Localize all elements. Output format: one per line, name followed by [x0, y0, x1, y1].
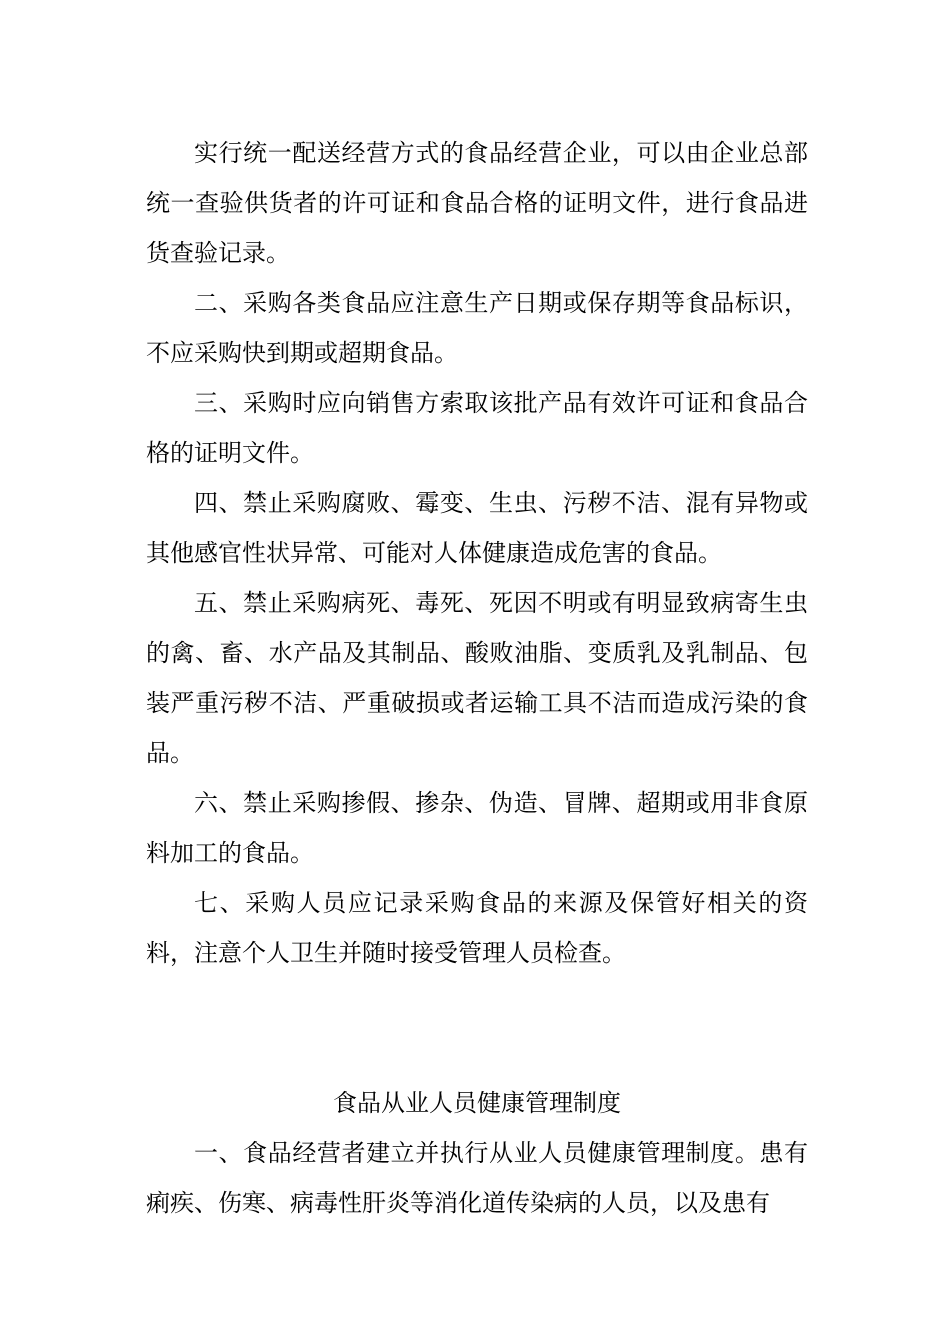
paragraph-rule-4: 四、禁止采购腐败、霉变、生虫、污秽不洁、混有异物或其他感官性状异常、可能对人体健康造成危害的食品。 — [146, 489, 808, 567]
paragraph-rule-7: 七、采购人员应记录采购食品的来源及保管好相关的资料，注意个人卫生并随时接受管理人员检查。 — [146, 889, 808, 967]
document-body — [146, 128, 808, 1228]
section-title: 食品从业人员健康管理制度 — [333, 1089, 621, 1117]
paragraph-rule-6: 六、禁止采购掺假、掺杂、伪造、冒牌、超期或用非食原料加工的食品。 — [146, 789, 808, 867]
section-spacer — [146, 978, 808, 1078]
paragraph-rule-2: 二、采购各类食品应注意生产日期或保存期等食品标识，不应采购快到期或超期食品。 — [146, 289, 808, 367]
paragraph-rule-3: 三、采购时应向销售方索取该批产品有效许可证和食品合格的证明文件。 — [146, 389, 808, 467]
paragraph-unified-delivery: 实行统一配送经营方式的食品经营企业，可以由企业总部统一查验供货者的许可证和食品合格的证明文件，进行食品进货查验记录。 — [146, 139, 808, 267]
paragraph-rule-5: 五、禁止采购病死、毒死、死因不明或有明显致病寄生虫的禽、畜、水产品及其制品、酸败油脂、变质乳及乳制品、包装严重污秽不洁、严重破损或者运输工具不洁而造成污染的食品。 — [146, 589, 808, 767]
paragraph-health-rule-1: 一、食品经营者建立并执行从业人员健康管理制度。患有痢疾、伤寒、病毒性肝炎等消化道传染病的人员，以及患有 — [146, 1139, 808, 1217]
